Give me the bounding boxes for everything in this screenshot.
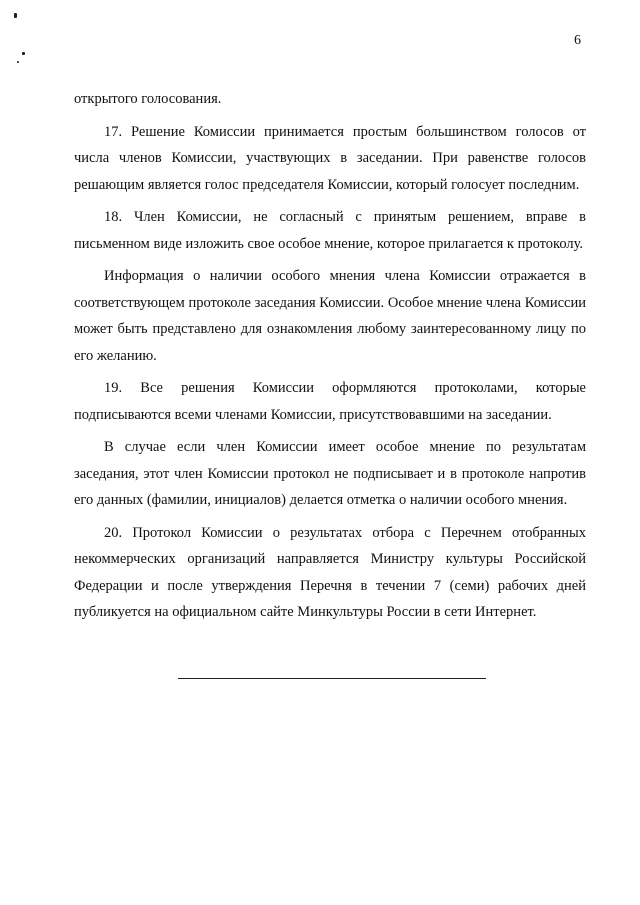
paragraph-continuation: открытого голосования. xyxy=(74,91,222,107)
paragraph-item-20: 20. Протокол Комиссии о результатах отбора с Перечнем отобранных некоммерческих организаций направляется Министру культуры Российской Федерации и после утверждения Перечня в течении 7 (семи) рабочих дней публикуется на официальном сайте Минкультуры России в сети Интернет. xyxy=(74,524,586,620)
paragraph-item-18: 18. Член Комиссии, не согласный с принятым решением, вправе в письменном виде изложить свое особое мнение, которое прилагается к протоколу. xyxy=(74,209,586,252)
scan-speck xyxy=(14,13,17,18)
paragraph-dissent-info: Информация о наличии особого мнения члена Комиссии отражается в соответствующем протоколе заседания Комиссии. Особое мнение члена Комиссии может быть представлено для ознакомления любому заинтересованному лицу по его желанию. xyxy=(74,268,586,364)
closing-rule xyxy=(178,678,486,679)
page-number: 6 xyxy=(574,33,581,48)
paragraph-item-17: 17. Решение Комиссии принимается простым большинством голосов от числа членов Комиссии, участвующих в заседании. При равенстве голосов решающим является голос председателя Комиссии, который голосует последним. xyxy=(74,123,586,193)
scan-speck xyxy=(17,61,19,63)
document-body xyxy=(74,86,586,626)
scan-speck xyxy=(22,52,25,55)
paragraph-item-19: 19. Все решения Комиссии оформляются протоколами, которые подписываются всеми членами Комиссии, присутствовавшими на заседании. xyxy=(74,380,586,423)
paragraph-dissent-signature: В случае если член Комиссии имеет особое мнение по результатам заседания, этот член Комиссии протокол не подписывает и в протоколе напротив его данных (фамилии, инициалов) делается отметка о наличии особого мнения. xyxy=(74,439,586,508)
